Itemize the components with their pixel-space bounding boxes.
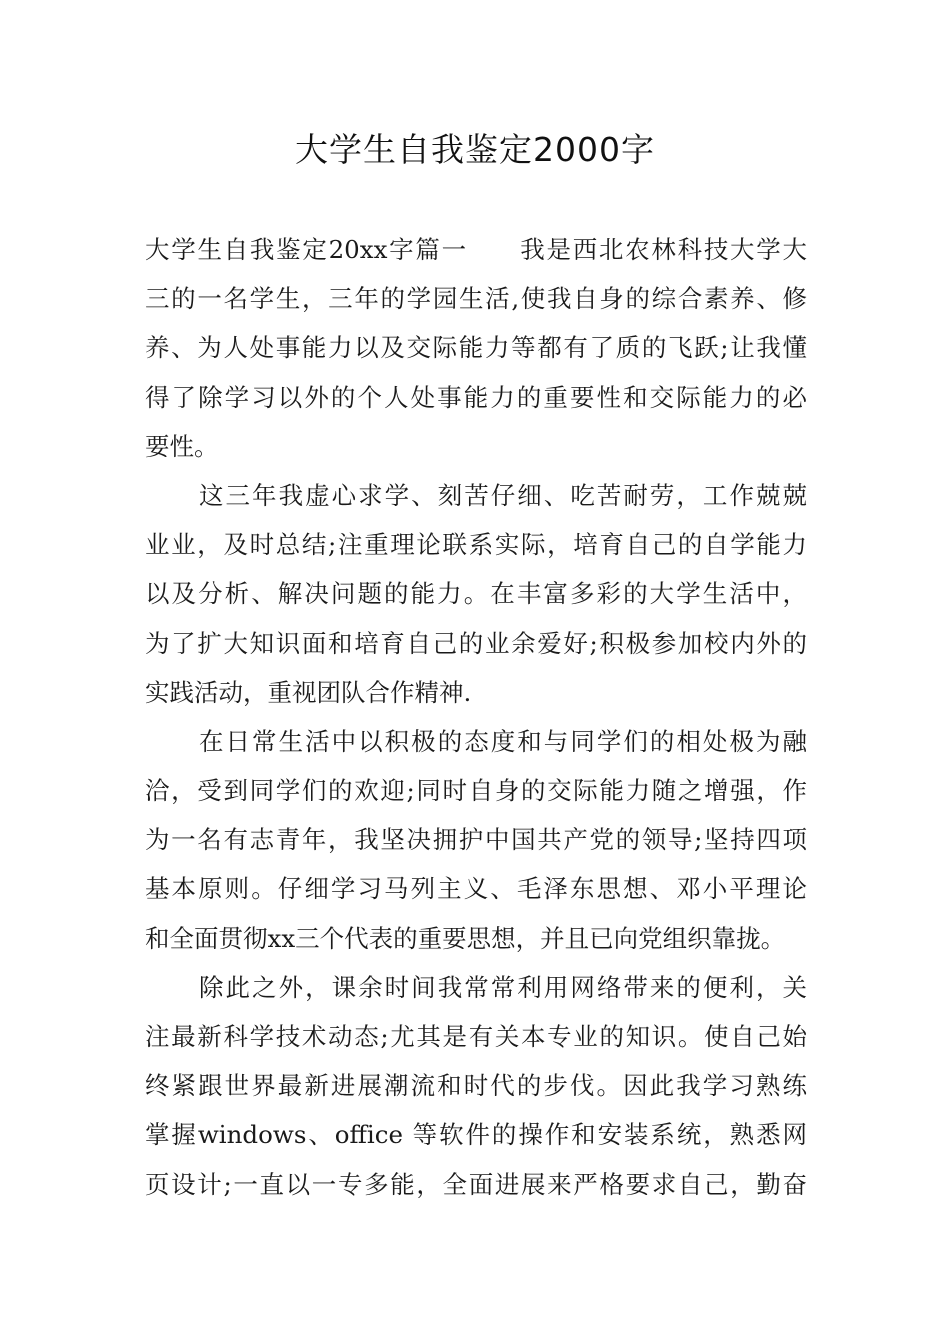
text-line: 终紧跟世界最新进展潮流和时代的步伐。因此我学习熟练 — [145, 1071, 807, 1101]
document-body — [145, 225, 807, 1209]
text-line: 除此之外，课余时间我常常利用网络带来的便利，关 — [199, 972, 807, 1002]
text-line: 在日常生活中以积极的态度和与同学们的相处极为融 — [199, 726, 807, 756]
text-line: 洽，受到同学们的欢迎;同时自身的交际能力随之增强，作 — [145, 776, 807, 806]
document-title: 大学生自我鉴定2000字 — [295, 130, 655, 169]
text-line: 大学生自我鉴定20xx字篇一 我是西北农林科技大学大 — [145, 235, 807, 264]
paragraph-3 — [145, 717, 807, 963]
text-line: 养、为人处事能力以及交际能力等都有了质的飞跃;让我懂 — [145, 333, 807, 363]
text-line: 要性。 — [145, 431, 219, 461]
text-line: 掌握windows、office 等软件的操作和安装系统，熟悉网 — [145, 1120, 807, 1150]
text-line: 和全面贯彻xx三个代表的重要思想，并且已向党组织靠拢。 — [145, 923, 786, 953]
text-line: 注最新科学技术动态;尤其是有关本专业的知识。使自己始 — [145, 1022, 807, 1051]
text-line: 三的一名学生，三年的学园生活,使我自身的综合素养、修 — [145, 284, 807, 314]
paragraph-2 — [145, 471, 807, 717]
text-line: 这三年我虚心求学、刻苦仔细、吃苦耐劳，工作兢兢 — [199, 480, 807, 510]
text-line: 实践活动，重视团队合作精神. — [145, 677, 472, 707]
text-line: 为一名有志青年，我坚决拥护中国共产党的领导;坚持四项 — [145, 825, 807, 855]
text-line: 业业，及时总结;注重理论联系实际，培育自己的自学能力 — [145, 530, 807, 560]
paragraph-4 — [145, 963, 807, 1209]
text-line: 以及分析、解决问题的能力。在丰富多彩的大学生活中， — [145, 579, 807, 609]
paragraph-1 — [145, 225, 807, 471]
text-line: 得了除学习以外的个人处事能力的重要性和交际能力的必 — [145, 382, 807, 412]
text-line: 为了扩大知识面和培育自己的业余爱好;积极参加校内外的 — [145, 628, 807, 658]
text-line: 页设计;一直以一专多能，全面进展来严格要求自己，勤奋 — [145, 1169, 807, 1199]
text-line: 基本原则。仔细学习马列主义、毛泽东思想、邓小平理论 — [145, 874, 807, 904]
